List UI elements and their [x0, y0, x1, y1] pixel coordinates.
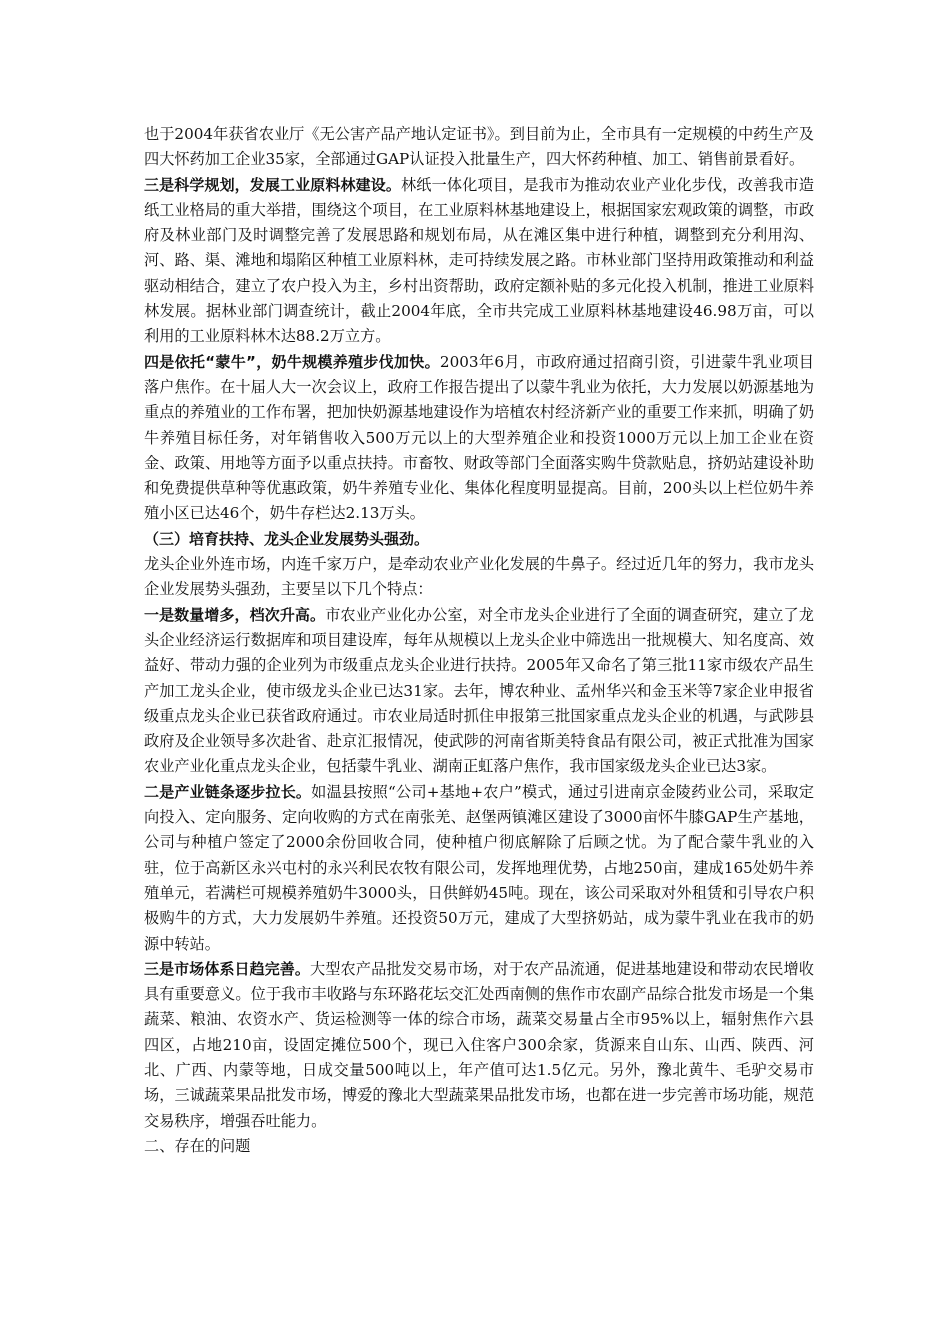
document-page — [144, 122, 814, 1159]
paragraph-3-text: 2003年6月，市政府通过招商引资，引进蒙牛乳业项目落户焦作。在十届人大一次会议上，政府工作报告提出了以蒙牛乳业为依托，大力发展以奶源基地为重点的养殖业的工作布署，把加快奶源基地建设作为培植农村经济新产业的重要工作来抓，明确了奶牛养殖目标任务，对年销售收入500万元以上的大型养殖企业和投资1000万元以上加工企业在资金、政策、用地等方面予以重点扶持。市畜牧、财政等部门全面落实购牛贷款贴息，挤奶站建设补助和免费提供草种等优惠政策，奶牛养殖专业化、集体化程度明显提高。目前，200头以上栏位奶牛养殖小区已达46个，奶牛存栏达2.13万头。 — [144, 352, 814, 523]
chapter-heading: 二、存在的问题 — [144, 1136, 251, 1155]
paragraph-5-text: 市农业产业化办公室，对全市龙头企业进行了全面的调查研究，建立了龙头企业经济运行数据库和项目建设库，每年从规模以上龙头企业中筛选出一批规模大、知名度高、效益好、带动力强的企业列为市级重点龙头企业进行扶持。2005年又命名了第三批11家市级农产品生产加工龙头企业，使市级龙头企业已达31家。去年，博农种业、孟州华兴和金玉米等7家企业申报省级重点龙头企业已获省政府通过。市农业局适时抓住申报第三批国家重点龙头企业的机遇，与武陟县政府及企业领导多次赴省、赴京汇报情况，使武陟的河南省斯美特食品有限公司，被正式批准为国家农业产业化重点龙头企业，包括蒙牛乳业、湖南正虹落户焦作，我市国家级龙头企业已达3家。 — [144, 605, 814, 776]
paragraph-5-lead: 一是数量增多，档次升高。 — [144, 605, 326, 624]
paragraph-7-lead: 三是市场体系日趋完善。 — [144, 959, 310, 978]
paragraph-4 — [144, 552, 814, 603]
paragraph-6-lead: 二是产业链条逐步拉长。 — [144, 782, 312, 801]
paragraph-3-lead: 四是依托“蒙牛”，奶牛规模养殖步伐加快。 — [144, 352, 440, 371]
paragraph-2-text: 林纸一体化项目，是我市为推动农业产业化步伐，改善我市造纸工业格局的重大举措，围绕这个项目，在工业原料林基地建设上，根据国家宏观政策的调整，市政府及林业部门及时调整完善了发展思路和规划布局，从在滩区集中进行种植，调整到充分利用沟、河、路、渠、滩地和塌陷区种植工业原料林，走可持续发展之路。市林业部门坚持用政策推动和利益驱动相结合，建立了农户投入为主，乡村出资帮助，政府定额补贴的多元化投入机制，推进工业原料林发展。据林业部门调查统计，截止2004年底，全市共完成工业原料林基地建设46.98万亩，可以利用的工业原料林木达88.2万立方。 — [144, 175, 814, 346]
paragraph-1-text: 也于2004年获省农业厅《无公害产品产地认定证书》。到目前为止，全市具有一定规模的中药生产及四大怀药加工企业35家，全部通过GAP认证投入批量生产，四大怀药种植、加工、销售前景看好。 — [144, 125, 814, 169]
paragraph-2 — [144, 173, 814, 350]
paragraph-6 — [144, 780, 814, 957]
paragraph-7 — [144, 957, 814, 1134]
section-heading: （三）培育扶持、龙头企业发展势头强劲。 — [144, 529, 430, 548]
paragraph-4-text: 龙头企业外连市场，内连千家万户，是牵动农业产业化发展的牛鼻子。经过近几年的努力，我市龙头企业发展势头强劲，主要呈以下几个特点： — [144, 555, 814, 599]
paragraph-6-text: 如温县按照“公司+基地+农户”模式，通过引进南京金陵药业公司，采取定向投入、定向服务、定向收购的方式在南张羌、赵堡两镇滩区建设了3000亩怀牛膝GAP生产基地，公司与种植户签定了2000余份回收合同，使种植户彻底解除了后顾之忧。为了配合蒙牛乳业的入驻，位于高新区永兴屯村的永兴利民农牧有限公司，发挥地理优势，占地250亩，建成165处奶牛养殖单元，若满栏可规模养殖奶牛3000头，日供鲜奶45吨。现在，该公司采取对外租赁和引导农户积极购牛的方式，大力发展奶牛养殖。还投资50万元，建成了大型挤奶站，成为蒙牛乳业在我市的奶源中转站。 — [144, 782, 814, 953]
paragraph-1 — [144, 122, 814, 173]
paragraph-2-lead: 三是科学规划，发展工业原料林建设。 — [144, 175, 401, 194]
paragraph-5 — [144, 603, 814, 780]
paragraph-7-text: 大型农产品批发交易市场，对于农产品流通，促进基地建设和带动农民增收具有重要意义。位于我市丰收路与东环路花坛交汇处西南侧的焦作市农副产品综合批发市场是一个集蔬菜、粮油、农资水产、货运检测等一体的综合市场，蔬菜交易量占全市95%以上，辐射焦作六县四区，占地210亩，设固定摊位500个，现已入住客户300余家，货源来自山东、山西、陕西、河北、广西、内蒙等地，日成交量500吨以上，年产值可达1.5亿元。另外，豫北黄牛、毛驴交易市场，三诚蔬菜果品批发市场，博爱的豫北大型蔬菜果品批发市场，也都在进一步完善市场功能，规范交易秩序，增强吞吐能力。 — [144, 959, 814, 1130]
paragraph-3 — [144, 350, 814, 527]
